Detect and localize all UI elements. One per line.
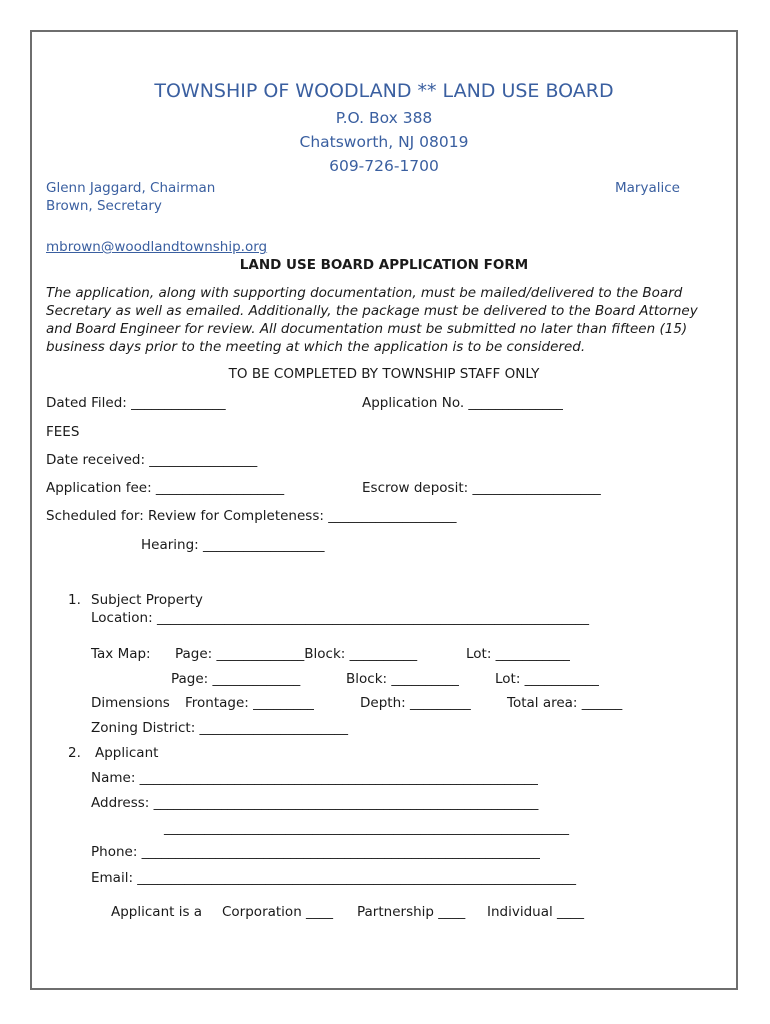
page-field-2[interactable]: Page: _____________ [171,671,301,687]
address-line-1: P.O. Box 388 [335,109,433,127]
subject-property-heading: Subject Property [91,592,203,608]
dated-filed-field[interactable]: Dated Filed: ______________ [46,395,226,411]
escrow-deposit-field[interactable]: Escrow deposit: ___________________ [362,480,601,496]
form-page [30,30,738,990]
email-link[interactable]: mbrown@woodlandtownship.org [46,239,268,255]
applicant-address-line-2[interactable]: ____________________________________________________________ [164,820,569,836]
page-block-field-1[interactable]: Page: _____________Block: __________ [175,646,418,662]
individual-option[interactable]: Individual ____ [487,904,585,920]
lot-field-1[interactable]: Lot: ___________ [466,646,570,662]
applicant-phone-field[interactable]: Phone: ___________________________________________________________ [91,844,540,860]
fees-label: FEES [46,424,80,440]
location-field[interactable]: Location: ________________________________________________________________ [91,610,589,626]
applicant-heading: Applicant [95,745,159,761]
page-title: TOWNSHIP OF WOODLAND ** LAND USE BOARD [154,80,614,102]
zoning-district-field[interactable]: Zoning District: ______________________ [91,720,349,736]
depth-field[interactable]: Depth: _________ [360,695,471,711]
address-line-2: Chatsworth, NJ 08019 [299,133,469,151]
tax-map-label: Tax Map: [91,646,151,662]
applicant-email-field[interactable]: Email: _________________________________________________________________ [91,870,577,886]
phone-number: 609-726-1700 [329,157,439,175]
chairman-name: Glenn Jaggard, Chairman [46,180,216,196]
frontage-field[interactable]: Frontage: _________ [185,695,314,711]
staff-only-heading: TO BE COMPLETED BY TOWNSHIP STAFF ONLY [228,366,540,382]
review-completeness-field[interactable]: Scheduled for: Review for Completeness: ___________________ [46,508,457,524]
application-fee-field[interactable]: Application fee: ___________________ [46,480,285,496]
applicant-address-field[interactable]: Address: _________________________________________________________ [91,795,539,811]
block-field-2[interactable]: Block: __________ [346,671,459,687]
section-1-number: 1. [68,592,81,608]
lot-field-2[interactable]: Lot: ___________ [495,671,599,687]
form-title: LAND USE BOARD APPLICATION FORM [239,257,529,273]
hearing-field[interactable]: Hearing: __________________ [141,537,325,553]
corporation-option[interactable]: Corporation ____ [222,904,334,920]
secretary-name: Brown, Secretary [46,198,162,214]
intro-paragraph: The application, along with supporting documentation, must be mailed/delivered to the Board Secretary as well as emailed. Additionally, the package must be delivered to the Board Attorney and Board Engineer for review. All documentation must be submitted no later than fifteen (15) business days prior to the meeting at which the application is to be considered. [46,285,698,355]
date-received-field[interactable]: Date received: ________________ [46,452,258,468]
applicant-type-label: Applicant is a [111,904,203,920]
total-area-field[interactable]: Total area: ______ [507,695,623,711]
dimensions-label: Dimensions [91,695,170,711]
partnership-option[interactable]: Partnership ____ [357,904,466,920]
application-no-field[interactable]: Application No. ______________ [362,395,563,411]
secretary-first-name: Maryalice [615,180,680,196]
applicant-name-field[interactable]: Name: ___________________________________________________________ [91,770,538,786]
section-2-number: 2. [68,745,81,761]
